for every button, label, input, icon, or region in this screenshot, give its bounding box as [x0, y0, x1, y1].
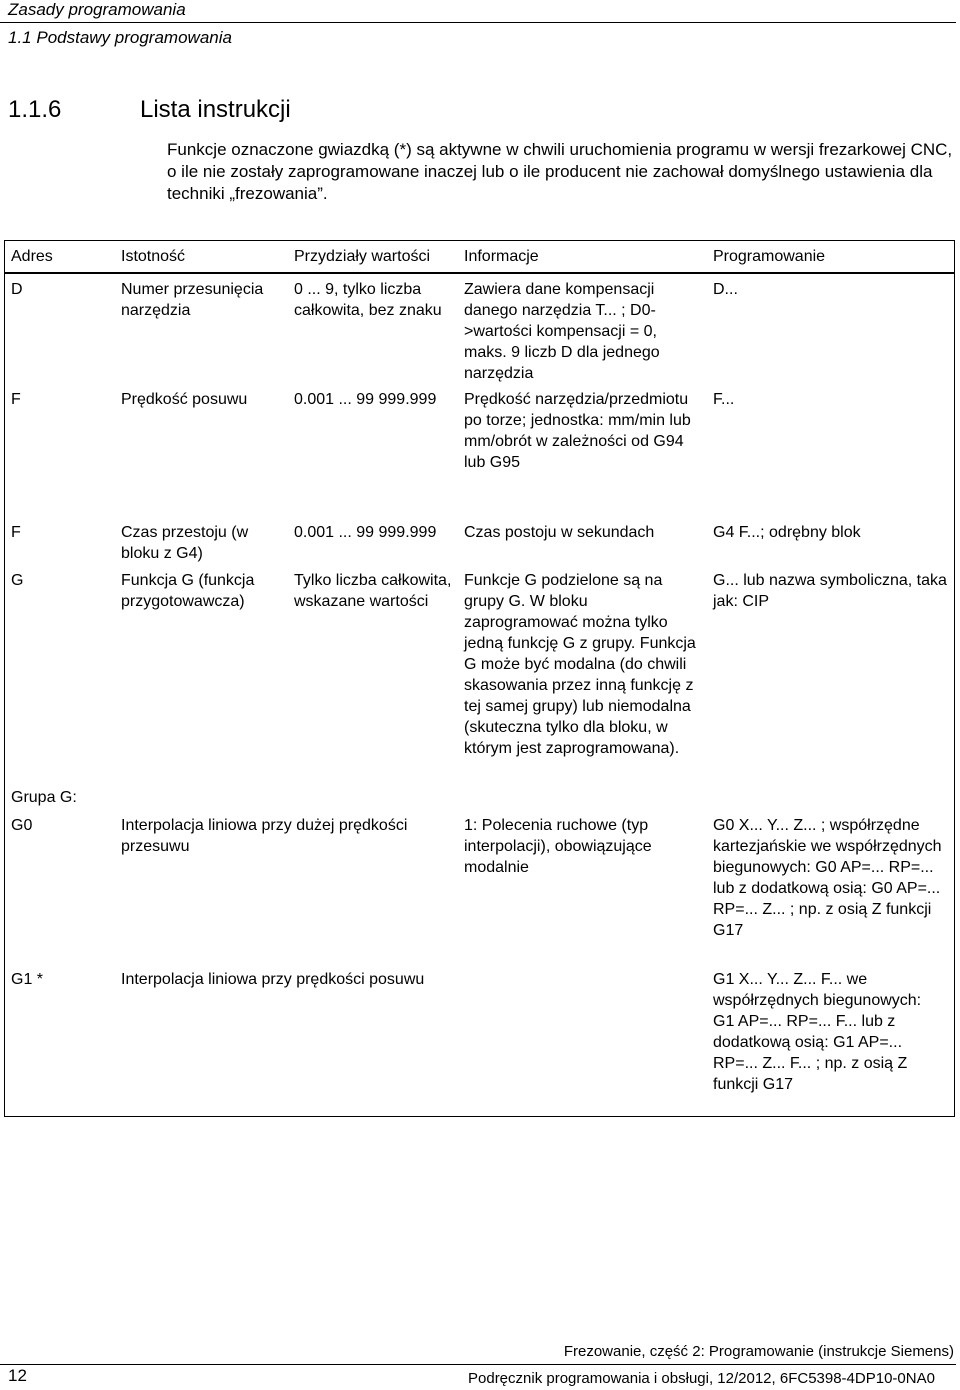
row-g1-programowanie: G1 X... Y... Z... F... we współrzędnych biegunowych: G1 AP=... RP=... F... lub z dodatkową osią: G1 AP=... RP=... Z... F... ; np. z osią Z funkcji G17: [713, 971, 922, 1093]
row-g-istotnosc: Funkcja G (funkcja przygotowawcza): [121, 572, 255, 610]
row-d-informacje: Zawiera dane kompensacji danego narzędzia T... ; D0- >wartości kompensacji = 0, maks. 9 liczb D dla jednego narzędzia: [464, 281, 660, 382]
row-d-programowanie: D...: [713, 281, 738, 298]
row-g0-programowanie: G0 X... Y... Z... ; współrzędne kartezjańskie we współrzędnych biegunowych: G0 AP=... RP=... lub z dodatkową osią: G0 AP=... RP=... Z... ; np. z osią Z funkcji G17: [713, 817, 942, 939]
intro-paragraph: Funkcje oznaczone gwiazdką (*) są aktywne w chwili uruchomienia programu w wersji frezarkowej CNC, o ile nie zostały zaprogramowane inaczej lub o ile producent nie zachował domyślnego ustawienia dla techniki „frezowania”.: [167, 140, 953, 203]
row-g0-adres: G0: [11, 817, 33, 834]
column-header-wartosci: Przydziały wartości: [294, 248, 431, 265]
footer-manual-info: Podręcznik programowania i obsługi, 12/2012, 6FC5398-4DP10-0NA0: [468, 1370, 935, 1387]
column-header-programowanie: Programowanie: [713, 248, 826, 265]
row-g-informacje: Funkcje G podzielone są na grupy G. W bloku zaprogramować można tylko jedną funkcję G z grupy. Funkcja G może być modalna (do chwili skasowania przez inną funkcję z tej samej grupy) lub niemodalna (skuteczna tylko dla bloku, w którym jest zaprogramowana).: [464, 572, 696, 757]
row-f-feed-adres: F: [11, 391, 21, 408]
table-header-row: [5, 241, 954, 274]
row-d-wartosci: 0 ... 9, tylko liczba całkowita, bez znaku: [294, 281, 442, 319]
running-header-section: 1.1 Podstawy programowania: [8, 28, 232, 47]
row-f-feed-informacje: Prędkość narzędzia/przedmiotu po torze; jednostka: mm/min lub mm/obrót w zależności od G94 lub G95: [464, 391, 691, 471]
row-d-adres: D: [11, 281, 23, 298]
row-f-feed-istotnosc: Prędkość posuwu: [121, 391, 248, 408]
row-f-dwell-adres: F: [11, 524, 21, 541]
footer-title: Frezowanie, część 2: Programowanie (instrukcje Siemens): [563, 1343, 954, 1360]
column-header-istotnosc: Istotność: [121, 248, 186, 265]
row-g0-istotnosc: Interpolacja liniowa przy dużej prędkości przesuwu: [121, 817, 408, 855]
group-g-label: Grupa G:: [11, 789, 77, 806]
footer-rule: [0, 1364, 956, 1365]
row-f-feed-wartosci: 0.001 ... 99 999.999: [294, 391, 437, 408]
row-d-istotnosc: Numer przesunięcia narzędzia: [121, 281, 264, 319]
row-g-adres: G: [11, 572, 24, 589]
column-header-informacje: Informacje: [464, 248, 539, 265]
header-rule: [0, 22, 956, 23]
row-f-feed-programowanie: F...: [713, 391, 735, 408]
running-header-chapter: Zasady programowania: [8, 0, 186, 19]
row-g1-istotnosc: Interpolacja liniowa przy prędkości posuwu: [121, 971, 425, 988]
row-f-dwell-wartosci: 0.001 ... 99 999.999: [294, 524, 437, 541]
row-f-dwell-programowanie: G4 F...; odrębny blok: [713, 524, 861, 541]
section-number: 1.1.6: [8, 96, 62, 123]
row-f-dwell-istotnosc: Czas przestoju (w bloku z G4): [121, 524, 249, 562]
column-header-adres: Adres: [11, 248, 53, 265]
row-g1-adres: G1 *: [11, 971, 44, 988]
row-f-dwell-informacje: Czas postoju w sekundach: [464, 524, 655, 541]
instruction-table: [4, 240, 955, 1117]
row-g-programowanie: G... lub nazwa symboliczna, taka jak: CIP: [713, 572, 947, 610]
section-title: Lista instrukcji: [140, 96, 291, 123]
row-g0-informacje: 1: Polecenia ruchowe (typ interpolacji), obowiązujące modalnie: [464, 817, 652, 876]
row-g-wartosci: Tylko liczba całkowita, wskazane wartości: [294, 572, 452, 610]
page-number: 12: [8, 1366, 27, 1385]
